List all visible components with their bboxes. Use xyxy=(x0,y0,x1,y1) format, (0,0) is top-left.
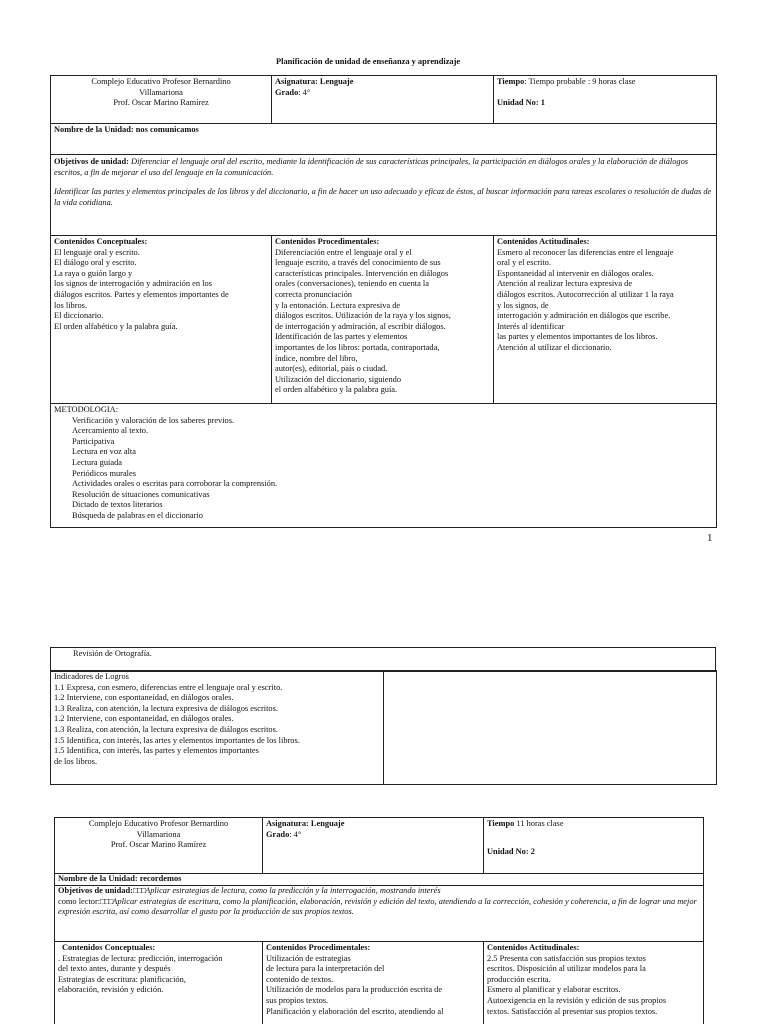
unit-no-label: Unidad No xyxy=(487,846,526,856)
indicators-empty-cell xyxy=(384,671,717,785)
methodology-item: Periódicos murales xyxy=(72,468,136,478)
conceptual-item: El diccionario. xyxy=(54,311,104,321)
document-title: Planificación de unidad de enseñanza y aprendizaje xyxy=(276,57,461,66)
subject-label: Asignatura xyxy=(275,77,316,86)
unit-no-label: Unidad No xyxy=(497,97,536,107)
conceptual-item: diálogos escritos. Partes y elementos importantes de xyxy=(54,289,229,299)
procedural-header: Contenidos Procedimentales: xyxy=(266,943,371,952)
methodology-label: METODOLOGIA: xyxy=(54,405,119,414)
school-name-cont: Villamariona xyxy=(136,829,181,839)
attitudinal-item: 2.5 Presenta con satisfacción sus propios textos xyxy=(487,953,646,963)
objectives-text-1: Aplicar estrategias de lectura, como la predicción y la interrogación, mostrando interés xyxy=(145,886,441,895)
indicator-item: 1.3 Realiza, con atención, la lectura expresiva de diálogos escritos. xyxy=(54,703,278,713)
unit2-attitudinal-cell xyxy=(484,942,704,1024)
indicator-item: 1.2 Interviene, con espontaneidad, en diálogos orales. xyxy=(54,714,234,724)
procedural-header: Contenidos Procedimentales: xyxy=(275,237,380,246)
attitudinal-item: Autoexigencia en la revisión y edición de sus propios xyxy=(487,995,667,1005)
procedural-item: Utilización de estrategias xyxy=(266,953,351,963)
conceptual-item: del texto antes, durante y después xyxy=(58,964,171,974)
procedural-item: correcta pronunciación xyxy=(275,289,352,299)
revision-text: Revisión de Ortografía. xyxy=(51,648,716,672)
subject-label: Asignatura xyxy=(266,819,307,828)
unit1-methodology-cell xyxy=(51,404,717,528)
unit2-table xyxy=(54,817,704,1024)
attitudinal-item: Atención al utilizar el diccionario. xyxy=(497,342,612,352)
procedural-item: importantes de los libros: portada, contraportada, xyxy=(275,342,440,352)
conceptual-item: El orden alfabético y la palabra guía. xyxy=(54,321,178,331)
objectives-text-2: Identificar las partes y elementos principales de los libros y del diccionario, a fin de hacer un uso adecuado y eficaz de éstos, al buscar información para tareas escolares o resolución de dudas de la vida cotidiana. xyxy=(54,187,712,207)
indicator-item: 1.1 Expresa, con esmero, diferencias entre el lenguaje oral y escrito. xyxy=(54,682,283,692)
time-label: Tiempo xyxy=(497,77,525,86)
unit-no-value: : 1 xyxy=(535,97,545,107)
unit1-conceptual-cell xyxy=(51,236,272,404)
procedural-item: Utilización del diccionario, siguiendo xyxy=(275,374,402,384)
objectives-label: Objetivos de unidad xyxy=(54,157,127,166)
attitudinal-item: Espontaneidad al intervenir en diálogos orales. xyxy=(497,268,654,278)
attitudinal-item: Atención al realizar lectura expresiva de xyxy=(497,279,633,289)
unit1-subject-cell xyxy=(272,76,494,124)
conceptual-header: Contenidos Conceptuales: xyxy=(54,237,148,246)
procedural-item: sus propios textos. xyxy=(266,995,329,1005)
time-value: : Tiempo probable : 9 horas clase xyxy=(524,77,636,86)
procedural-item: orales (conversaciones), teniendo en cuenta la xyxy=(275,279,429,289)
procedural-item: de interrogación y admiración, al escribir diálogos. xyxy=(275,321,446,331)
attitudinal-header: Contenidos Actitudinales: xyxy=(497,237,590,246)
subject-value: : Lenguaje xyxy=(306,819,345,828)
attitudinal-item: escritos. Disposición al utilizar modelos para la xyxy=(487,964,646,974)
conceptual-item: El diálogo oral y escrito. xyxy=(54,258,137,268)
page-number: 1 xyxy=(707,532,713,544)
methodology-item: Verificación y valoración de los saberes previos. xyxy=(72,415,235,425)
procedural-item: características principales. Intervención en diálogos xyxy=(275,268,449,278)
attitudinal-item: Esmero al planificar y elaborar escritos. xyxy=(487,985,621,995)
unit1-table xyxy=(50,75,717,528)
conceptual-item: elaboración, revisión y edición. xyxy=(58,985,164,995)
objectives-text-2-prefix: como lector: xyxy=(58,896,101,906)
time-value: 11 horas clase xyxy=(514,819,564,828)
indicator-item: 1.2 Interviene, con espontaneidad, en diálogos orales. xyxy=(54,693,234,703)
methodology-item: Acercamiento al texto. xyxy=(72,426,149,436)
objectives-label: Objetivos de unidad xyxy=(58,886,131,895)
conceptual-item: Estrategias de escritura: planificación, xyxy=(58,974,186,984)
unit2-objectives-cell: Objetivos de unidad:□□□Aplicar estrategias de lectura, como la predicción y la interrogación, mostrando interés como lector:□□□Aplicar estrategias de escritura, como la planificación, elaboración, revisión y edición del texto, atendiendo a la corrección, cohesión y coherencia, a fin de lograr una mejor expresión escrita, así como desarrollar el gusto por la producción de sus propios textos. xyxy=(55,886,704,942)
conceptual-item: los signos de interrogación y admiración en los xyxy=(54,279,212,289)
grade-value: : 4° xyxy=(289,829,302,839)
conceptual-item: los libros. xyxy=(54,300,88,310)
time-label: Tiempo xyxy=(487,819,515,828)
attitudinal-item: producción escrita. xyxy=(487,974,551,984)
procedural-item: lenguaje escrito, a través del conocimiento de sus xyxy=(275,258,441,268)
procedural-item: Planificación y elaboración del escrito, atendiendo al xyxy=(266,1006,444,1016)
conceptual-header: Contenidos Conceptuales: xyxy=(62,943,156,952)
indicators-label: Indicadores de Logros xyxy=(54,672,129,681)
unit2-subject-cell xyxy=(263,818,484,874)
school-name-cont: Villamariona xyxy=(139,87,183,97)
school-name: Complejo Educativo Profesor Bernardino xyxy=(88,819,229,828)
grade-value: : 4° xyxy=(298,87,311,97)
indicator-item: 1.5 Identifica, con interés, las artes y elementos importantes de los libros. xyxy=(54,735,300,745)
methodology-item: Participativa xyxy=(72,436,115,446)
procedural-item: de lectura para la interpretación del xyxy=(266,964,385,974)
procedural-item: Identificación de las partes y elementos xyxy=(275,332,408,342)
conceptual-item: El lenguaje oral y escrito. xyxy=(54,247,140,257)
unit2-procedural-cell xyxy=(263,942,484,1024)
procedural-item: autor(es), editorial, país o ciudad. xyxy=(275,364,388,374)
unit1-procedural-cell xyxy=(272,236,494,404)
attitudinal-item: Esmero al reconocer las diferencias entre el lenguaje xyxy=(497,247,674,257)
unit2-conceptual-cell xyxy=(55,942,263,1024)
methodology-item: Actividades orales o escritas para corroborar la comprensión. xyxy=(72,479,278,489)
objectives-text-2: Aplicar estrategias de escritura, como la planificación, elaboración, revisión y edición del texto, atendiendo a la corrección, cohesión y coherencia, a fin de lograr una mejor expresión escrita, así como desarrollar el gusto por la producción de sus propios textos. xyxy=(58,896,697,917)
revision-table xyxy=(50,647,716,672)
subject-value: : Lenguaje xyxy=(315,77,354,86)
school-name: Complejo Educativo Profesor Bernardino xyxy=(91,77,231,86)
objectives-text-1: Diferenciar el lenguaje oral del escrito, mediante la identificación de sus características principales, la participación en diálogos orales y la elaboración de diálogos escritos, a fin de mejorar el uso del lenguaje en la comunicación. xyxy=(54,157,689,177)
unit2-school-cell xyxy=(55,818,263,874)
grade-label: Grado xyxy=(275,87,299,97)
unit1-objectives-cell: Objetivos de unidad: Diferenciar el lenguaje oral del escrito, mediante la identificación de sus características principales, la participación en diálogos orales y la elaboración de diálogos escritos, a fin de mejorar el uso del lenguaje en la comunicación. Identificar las partes y elementos principales de los libros y del diccionario, a fin de hacer un uso adecuado y eficaz de éstos, al buscar información para tareas escolares o resolución de dudas de la vida cotidiana. xyxy=(51,155,717,236)
teacher-name: Prof. Oscar Marino Ramírez xyxy=(113,98,209,108)
procedural-item: Diferenciación entre el lenguaje oral y el xyxy=(275,247,412,257)
methodology-item: Lectura guiada xyxy=(72,457,122,467)
methodology-item: Dictado de textos literarios xyxy=(72,500,163,510)
attitudinal-item: textos. Satisfacción al presentar sus propios textos. xyxy=(487,1006,658,1016)
grade-label: Grado xyxy=(266,829,290,839)
unit-no-value: : 2 xyxy=(525,846,535,856)
methodology-item: Búsqueda de palabras en el diccionario xyxy=(72,510,203,520)
unit1-time-cell xyxy=(494,76,717,124)
indicator-item: de los libros. xyxy=(54,756,98,766)
attitudinal-item: Interés al identificar xyxy=(497,321,565,331)
indicator-item: 1.3 Realiza, con atención, la lectura expresiva de diálogos escritos. xyxy=(54,724,278,734)
procedural-item: diálogos escritos. Utilización de la raya y los signos, xyxy=(275,311,451,321)
attitudinal-item: oral y el escrito. xyxy=(497,258,551,268)
attitudinal-item: las partes y elementos importantes de los libros. xyxy=(497,332,658,342)
procedural-item: y la entonación. Lectura expresiva de xyxy=(275,300,401,310)
unit1-attitudinal-cell xyxy=(494,236,717,404)
conceptual-item: La raya o guión largo y xyxy=(54,268,133,278)
attitudinal-item: diálogos escritos. Autocorrección al utilizar 1 la raya xyxy=(497,289,674,299)
methodology-item: Resolución de situaciones comunicativas xyxy=(72,489,210,499)
methodology-item: Lectura en voz alta xyxy=(72,447,136,457)
procedural-item: el orden alfabético y la palabra guía. xyxy=(275,385,398,395)
teacher-name: Prof. Oscar Marino Ramírez xyxy=(110,840,207,850)
attitudinal-item: interrogación y admiración en diálogos que escribe. xyxy=(497,311,671,321)
indicators-cell xyxy=(51,671,384,785)
unit2-time-cell xyxy=(484,818,704,874)
unit1-school-cell xyxy=(51,76,272,124)
unit2-name: Nombre de la Unidad: recordemos xyxy=(55,874,704,886)
procedural-item: Utilización de modelos para la producción escrita de xyxy=(266,985,443,995)
indicator-item: 1.5 Identifica, con interés, las partes y elementos importantes xyxy=(54,746,259,756)
unit1-name: Nombre de la Unidad: nos comunicamos xyxy=(51,124,717,155)
indicators-table xyxy=(50,670,717,785)
procedural-item: índice, nombre del libro, xyxy=(275,353,358,363)
procedural-item: contenido de textos. xyxy=(266,974,334,984)
attitudinal-item: y los signos, de xyxy=(497,300,549,310)
conceptual-item: . Estrategias de lectura: predicción, interrogación xyxy=(58,953,223,963)
attitudinal-header: Contenidos Actitudinales: xyxy=(487,943,580,952)
